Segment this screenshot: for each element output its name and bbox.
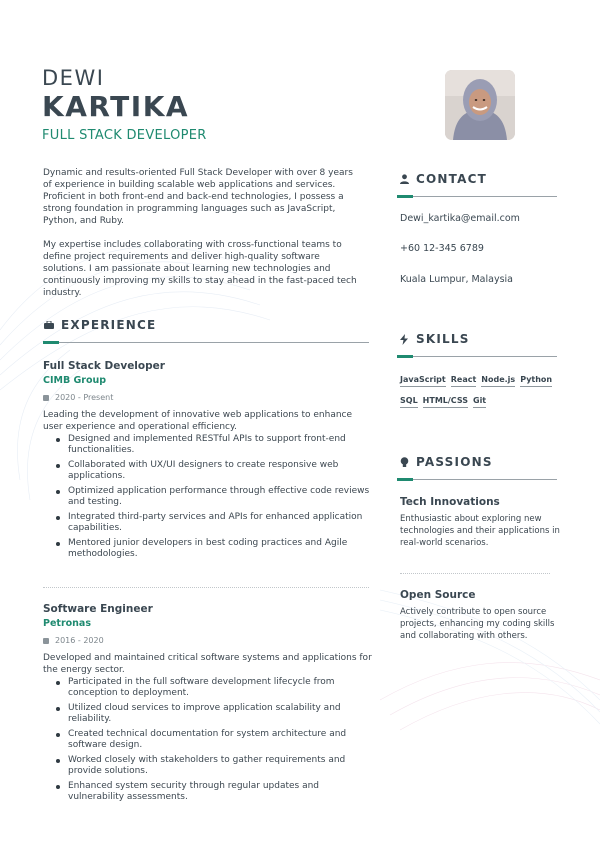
experience-bullet: Worked closely with stakeholders to gather requirements and provide solutions. <box>56 755 373 777</box>
briefcase-icon <box>43 321 55 329</box>
skill-tag: React <box>451 375 477 387</box>
skills-rule <box>397 356 557 357</box>
experience-description: Leading the development of innovative web applications to enhance user experience and operational efficiency. <box>43 410 353 432</box>
summary-paragraph: Dynamic and results-oriented Full Stack Developer with over 8 years of experience in building scalable web applications and services. Proficient in both front-end and back-end technologies, I possess a strong foundation in programming languages such as JavaScript, Python, and Ruby. <box>43 168 353 226</box>
passion-title: Tech Innovations <box>400 496 500 508</box>
profile-photo <box>445 70 515 140</box>
contact-email[interactable]: Dewi_kartika@email.com <box>400 213 520 224</box>
passions-accent <box>397 478 413 481</box>
passions-rule <box>397 479 557 480</box>
experience-role: Software Engineer <box>43 603 153 615</box>
experience-bullet: Mentored junior developers in best coding practices and Agile methodologies. <box>56 538 373 560</box>
summary <box>43 167 363 311</box>
bolt-icon <box>398 334 410 345</box>
experience-role: Full Stack Developer <box>43 360 165 372</box>
experience-entry <box>43 360 373 564</box>
passion-description: Enthusiastic about exploring new technologies and their applications in real-world scenarios. <box>400 514 560 548</box>
passion-description: Actively contribute to open source projects, enhancing my coding skills and collaborating with others. <box>400 607 555 641</box>
contact-heading <box>398 172 487 186</box>
passion-item <box>400 496 560 549</box>
experience-heading <box>43 318 156 332</box>
experience-heading-label: EXPERIENCE <box>61 318 157 332</box>
job-title: FULL STACK DEVELOPER <box>42 128 207 143</box>
experience-bullet: Enhanced system security through regular updates and vulnerability assessments. <box>56 781 373 803</box>
experience-entry <box>43 603 373 807</box>
skills-heading-label: SKILLS <box>416 332 470 346</box>
calendar-icon <box>43 395 49 401</box>
skill-tag: Python <box>520 375 552 387</box>
passion-divider <box>400 573 550 574</box>
skill-tag: Node.js <box>481 375 515 387</box>
experience-rule <box>43 342 369 343</box>
experience-dates <box>43 636 373 645</box>
contact-heading-label: CONTACT <box>416 172 487 186</box>
skills-accent <box>397 355 413 358</box>
experience-company: Petronas <box>43 618 91 629</box>
skills-row <box>400 396 560 408</box>
skills-heading <box>398 332 470 346</box>
experience-dates-text: 2016 - 2020 <box>55 636 104 645</box>
passions-heading <box>398 455 493 469</box>
skill-tag: SQL <box>400 396 418 408</box>
experience-bullet: Created technical documentation for system architecture and software design. <box>56 729 373 751</box>
passion-item <box>400 589 560 642</box>
entry-divider <box>43 587 369 588</box>
summary-paragraph: My expertise includes collaborating with cross-functional teams to define project requirements and deliver high-quality software solutions. I am passionate about learning new technologies and continuously improving my skills to stay ahead in the fast-paced tech industry. <box>43 240 357 298</box>
experience-bullet: Utilized cloud services to improve application scalability and reliability. <box>56 703 373 725</box>
experience-accent <box>43 341 59 344</box>
experience-bullet: Integrated third-party services and APIs for enhanced application capabilities. <box>56 512 373 534</box>
skill-tag: JavaScript <box>400 375 446 387</box>
experience-dates <box>43 393 373 402</box>
experience-bullets <box>56 434 373 560</box>
last-name: KARTIKA <box>42 90 190 123</box>
contact-rule <box>397 196 557 197</box>
skill-tag: Git <box>473 396 486 408</box>
experience-bullets <box>56 677 373 803</box>
experience-description: Developed and maintained critical software systems and applications for the energy sector. <box>43 653 372 675</box>
user-icon <box>398 174 410 184</box>
passions-heading-label: PASSIONS <box>416 455 493 469</box>
experience-bullet: Collaborated with UX/UI designers to create responsive web applications. <box>56 460 373 482</box>
lightbulb-icon <box>398 457 410 468</box>
first-name: DEWI <box>42 66 105 90</box>
experience-bullet: Participated in the full software development lifecycle from conception to deployment. <box>56 677 373 699</box>
skills-row <box>400 375 560 387</box>
calendar-icon <box>43 638 49 644</box>
experience-company: CIMB Group <box>43 375 107 386</box>
contact-accent <box>397 195 413 198</box>
experience-bullet: Optimized application performance through effective code reviews and testing. <box>56 486 373 508</box>
experience-bullet: Designed and implemented RESTful APIs to support front-end functionalities. <box>56 434 373 456</box>
skill-tag: HTML/CSS <box>423 396 468 408</box>
skills-list <box>400 375 560 417</box>
experience-dates-text: 2020 - Present <box>55 393 114 402</box>
contact-phone[interactable]: +60 12-345 6789 <box>400 243 484 254</box>
passion-title: Open Source <box>400 589 476 601</box>
contact-location: Kuala Lumpur, Malaysia <box>400 274 513 285</box>
